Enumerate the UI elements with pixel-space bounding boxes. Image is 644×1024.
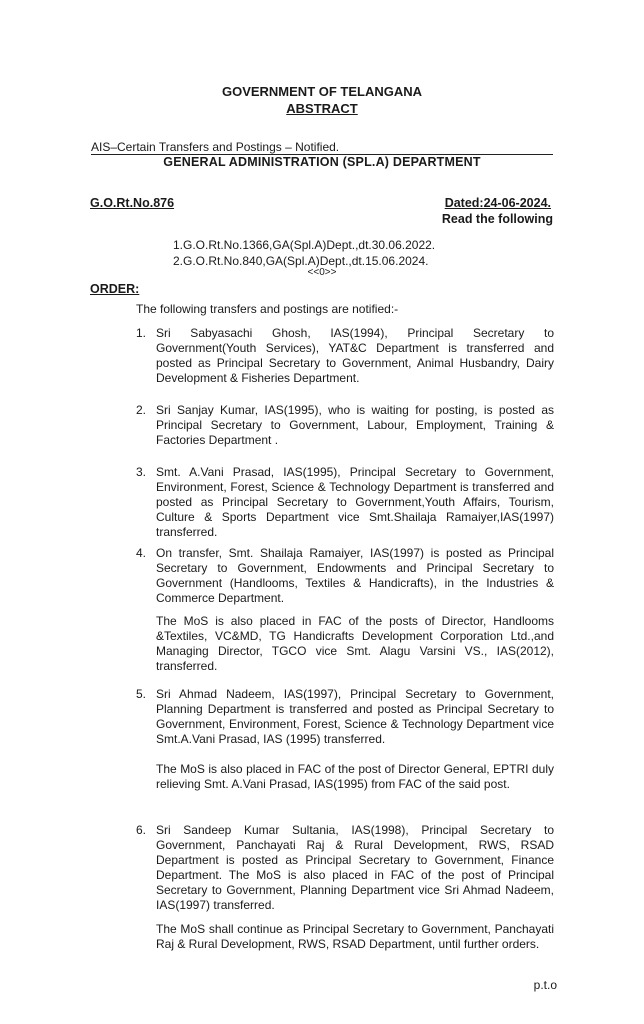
item-text: Sri Sanjay Kumar, IAS(1995), who is waiting for posting, is posted as Principal Secretary to Government, Labour, Employment, Training & Factories Department .: [156, 403, 554, 447]
subject-line: AIS–Certain Transfers and Postings – Notified.: [91, 140, 340, 154]
order-item-3: [136, 465, 554, 540]
reference-1: 1.G.O.Rt.No.1366,GA(Spl.A)Dept.,dt.30.06.2022.: [173, 238, 436, 252]
abstract-heading: ABSTRACT: [286, 101, 358, 116]
item-text: Sri Ahmad Nadeem, IAS(1997), Principal Secretary to Government, Planning Department is transferred and posted as Principal Secretary to Government, Environment, Forest, Science & Technology Department vice Smt.A.Vani Prasad, IAS (1995) transferred.: [156, 687, 554, 746]
item-4-fac-paragraph: The MoS is also placed in FAC of the posts of Director, Handlooms &Textiles, VC&MD, TG Handicrafts Development Corporation Ltd.,and Managing Director, TGCO vice Smt. Alagu Varsini VS., IAS(2012), transferred.: [156, 614, 554, 673]
item-text: On transfer, Smt. Shailaja Ramaiyer, IAS(1997) is posted as Principal Secretary to Government, Endowments and Principal Secretary to Government (Handlooms, Textiles & Handicrafts), in the Industries & Commerce Department.: [156, 546, 554, 605]
item-number: 6.: [136, 823, 147, 837]
order-date: Dated:24-06-2024.: [444, 196, 551, 210]
item-text: Smt. A.Vani Prasad, IAS(1995), Principal Secretary to Government, Environment, Forest, Science & Technology Department is transferred and posted as Principal Secretary to Government,Youth Affairs, Tourism, Culture & Sports Department vice Smt.Shailaja Ramaiyer,IAS(1997) transferred.: [156, 465, 554, 539]
item-number: 1.: [136, 326, 147, 340]
item-number: 3.: [136, 465, 147, 479]
page-turn-over: p.t.o: [533, 978, 557, 992]
order-item-6: [136, 823, 554, 913]
item-number: 2.: [136, 403, 147, 417]
order-intro: The following transfers and postings are notified:-: [136, 302, 399, 316]
government-title: GOVERNMENT OF TELANGANA: [221, 84, 423, 99]
order-item-1: [136, 326, 554, 386]
department-heading: GENERAL ADMINISTRATION (SPL.A) DEPARTMENT: [163, 155, 481, 169]
order-item-4: [136, 546, 554, 606]
reference-end-marker: <<0>>: [307, 267, 337, 278]
item-6-continue-paragraph: The MoS shall continue as Principal Secretary to Government, Panchayati Raj & Rural Development, RWS, RSAD Department, until further orders.: [156, 922, 554, 951]
item-text: Sri Sandeep Kumar Sultania, IAS(1998), Principal Secretary to Government, Panchayati Raj & Rural Development, RWS, RSAD Department is posted as Principal Secretary to Government, Finance Department. The MoS is also placed in FAC of the post of Principal Secretary to Government, Planning Department vice Sri Ahmad Nadeem, IAS(1997) transferred.: [156, 823, 554, 912]
item-text: Sri Sabyasachi Ghosh, IAS(1994), Principal Secretary to Government(Youth Services), YAT&C Department is transferred and posted as Principal Secretary to Government, Animal Husbandry, Dairy Development & Fisheries Department.: [156, 326, 554, 385]
go-number: G.O.Rt.No.876: [90, 196, 175, 210]
order-item-5: [136, 687, 554, 747]
reference-2: 2.G.O.Rt.No.840,GA(Spl.A)Dept.,dt.15.06.2024.: [173, 254, 429, 268]
order-heading: ORDER:: [90, 282, 140, 296]
item-5-fac-paragraph: The MoS is also placed in FAC of the post of Director General, EPTRI duly relieving Smt. A.Vani Prasad, IAS(1995) from FAC of the said post.: [156, 762, 554, 791]
order-item-2: [136, 403, 554, 448]
read-following-label: Read the following: [441, 212, 553, 226]
item-number: 4.: [136, 546, 147, 560]
item-number: 5.: [136, 687, 147, 701]
